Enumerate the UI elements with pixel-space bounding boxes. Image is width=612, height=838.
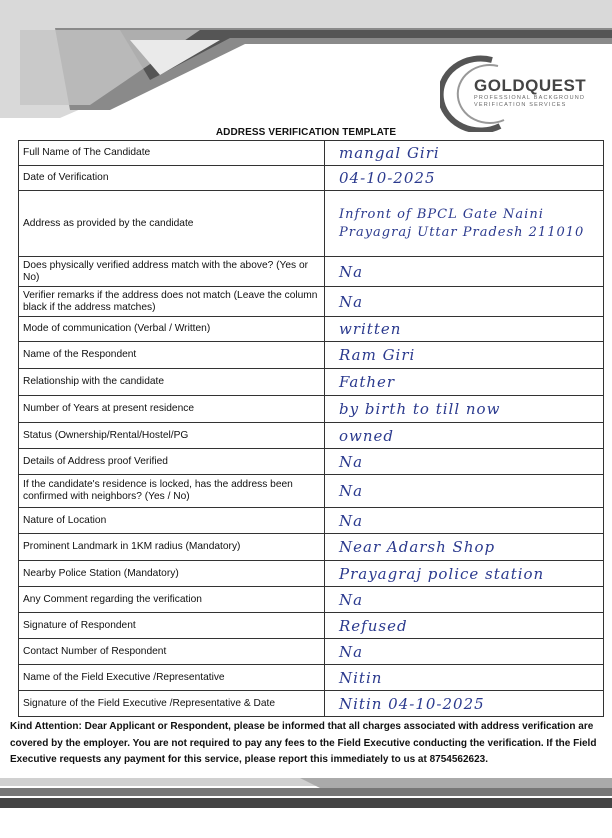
verification-table xyxy=(18,140,604,717)
field-label: If the candidate's residence is locked, has the address been confirmed with neighbors? (Yes / No) xyxy=(19,475,325,508)
field-value: written xyxy=(325,317,604,342)
field-label: Nearby Police Station (Mandatory) xyxy=(19,561,325,587)
field-value: Na xyxy=(325,257,604,287)
field-label: Signature of Respondent xyxy=(19,613,325,639)
table-row xyxy=(19,534,604,561)
field-label: Verifier remarks if the address does not match (Leave the column black if the address matches) xyxy=(19,287,325,317)
field-value: Ram Giri xyxy=(325,342,604,369)
field-value: Near Adarsh Shop xyxy=(325,534,604,561)
field-value: Na xyxy=(325,587,604,613)
field-label: Any Comment regarding the verification xyxy=(19,587,325,613)
field-value: Infront of BPCL Gate Naini Prayagraj Uttar Pradesh 211010 xyxy=(325,191,604,257)
field-label: Contact Number of Respondent xyxy=(19,639,325,665)
field-label: Does physically verified address match with the above? (Yes or No) xyxy=(19,257,325,287)
field-label: Signature of the Field Executive /Representative & Date xyxy=(19,691,325,717)
field-label: Address as provided by the candidate xyxy=(19,191,325,257)
table-row xyxy=(19,423,604,449)
field-label: Number of Years at present residence xyxy=(19,396,325,423)
field-value: mangal Giri xyxy=(325,141,604,166)
field-value: Na xyxy=(325,508,604,534)
table-row xyxy=(19,141,604,166)
field-value: owned xyxy=(325,423,604,449)
field-value: by birth to till now xyxy=(325,396,604,423)
field-label: Mode of communication (Verbal / Written) xyxy=(19,317,325,342)
table-row xyxy=(19,587,604,613)
logo-tagline: PROFESSIONAL BACKGROUND VERIFICATION SERVICES xyxy=(474,95,586,108)
table-row xyxy=(19,665,604,691)
field-value: Na xyxy=(325,449,604,475)
page-title: ADDRESS VERIFICATION TEMPLATE xyxy=(215,127,397,138)
table-row xyxy=(19,342,604,369)
field-label: Relationship with the candidate xyxy=(19,369,325,396)
table-row xyxy=(19,396,604,423)
table-row xyxy=(19,166,604,191)
field-label: Full Name of The Candidate xyxy=(19,141,325,166)
table-row xyxy=(19,369,604,396)
field-label: Status (Ownership/Rental/Hostel/PG xyxy=(19,423,325,449)
field-value: Nitin xyxy=(325,665,604,691)
table-row xyxy=(19,257,604,287)
field-value: Refused xyxy=(325,613,604,639)
table-row xyxy=(19,449,604,475)
table-row xyxy=(19,508,604,534)
field-label: Date of Verification xyxy=(19,166,325,191)
field-value: 04-10-2025 xyxy=(325,166,604,191)
footer-decoration xyxy=(0,778,612,818)
field-value: Na xyxy=(325,287,604,317)
table-row xyxy=(19,317,604,342)
field-value: Na xyxy=(325,475,604,508)
kind-attention-note: Kind Attention: Dear Applicant or Respondent, please be informed that all charges associated with address verification are covered by the employer. You are not required to pay any fees to the Field Executive conducting the verification. If the Field Executive requests any payment for this service, please report this immediately to us at 8754562623. xyxy=(10,721,597,765)
table-row xyxy=(19,639,604,665)
table-row xyxy=(19,475,604,508)
field-label: Details of Address proof Verified xyxy=(19,449,325,475)
field-label: Nature of Location xyxy=(19,508,325,534)
table-row xyxy=(19,561,604,587)
field-value: Na xyxy=(325,639,604,665)
logo-wordmark: GOLDQUEST xyxy=(474,76,587,95)
field-value: Nitin 04-10-2025 xyxy=(325,691,604,717)
field-label: Name of the Respondent xyxy=(19,342,325,369)
field-label: Prominent Landmark in 1KM radius (Mandatory) xyxy=(19,534,325,561)
table-row xyxy=(19,613,604,639)
field-value: Father xyxy=(325,369,604,396)
table-row xyxy=(19,287,604,317)
field-label: Name of the Field Executive /Representative xyxy=(19,665,325,691)
table-row xyxy=(19,691,604,717)
field-value: Prayagraj police station xyxy=(325,561,604,587)
table-row xyxy=(19,191,604,257)
